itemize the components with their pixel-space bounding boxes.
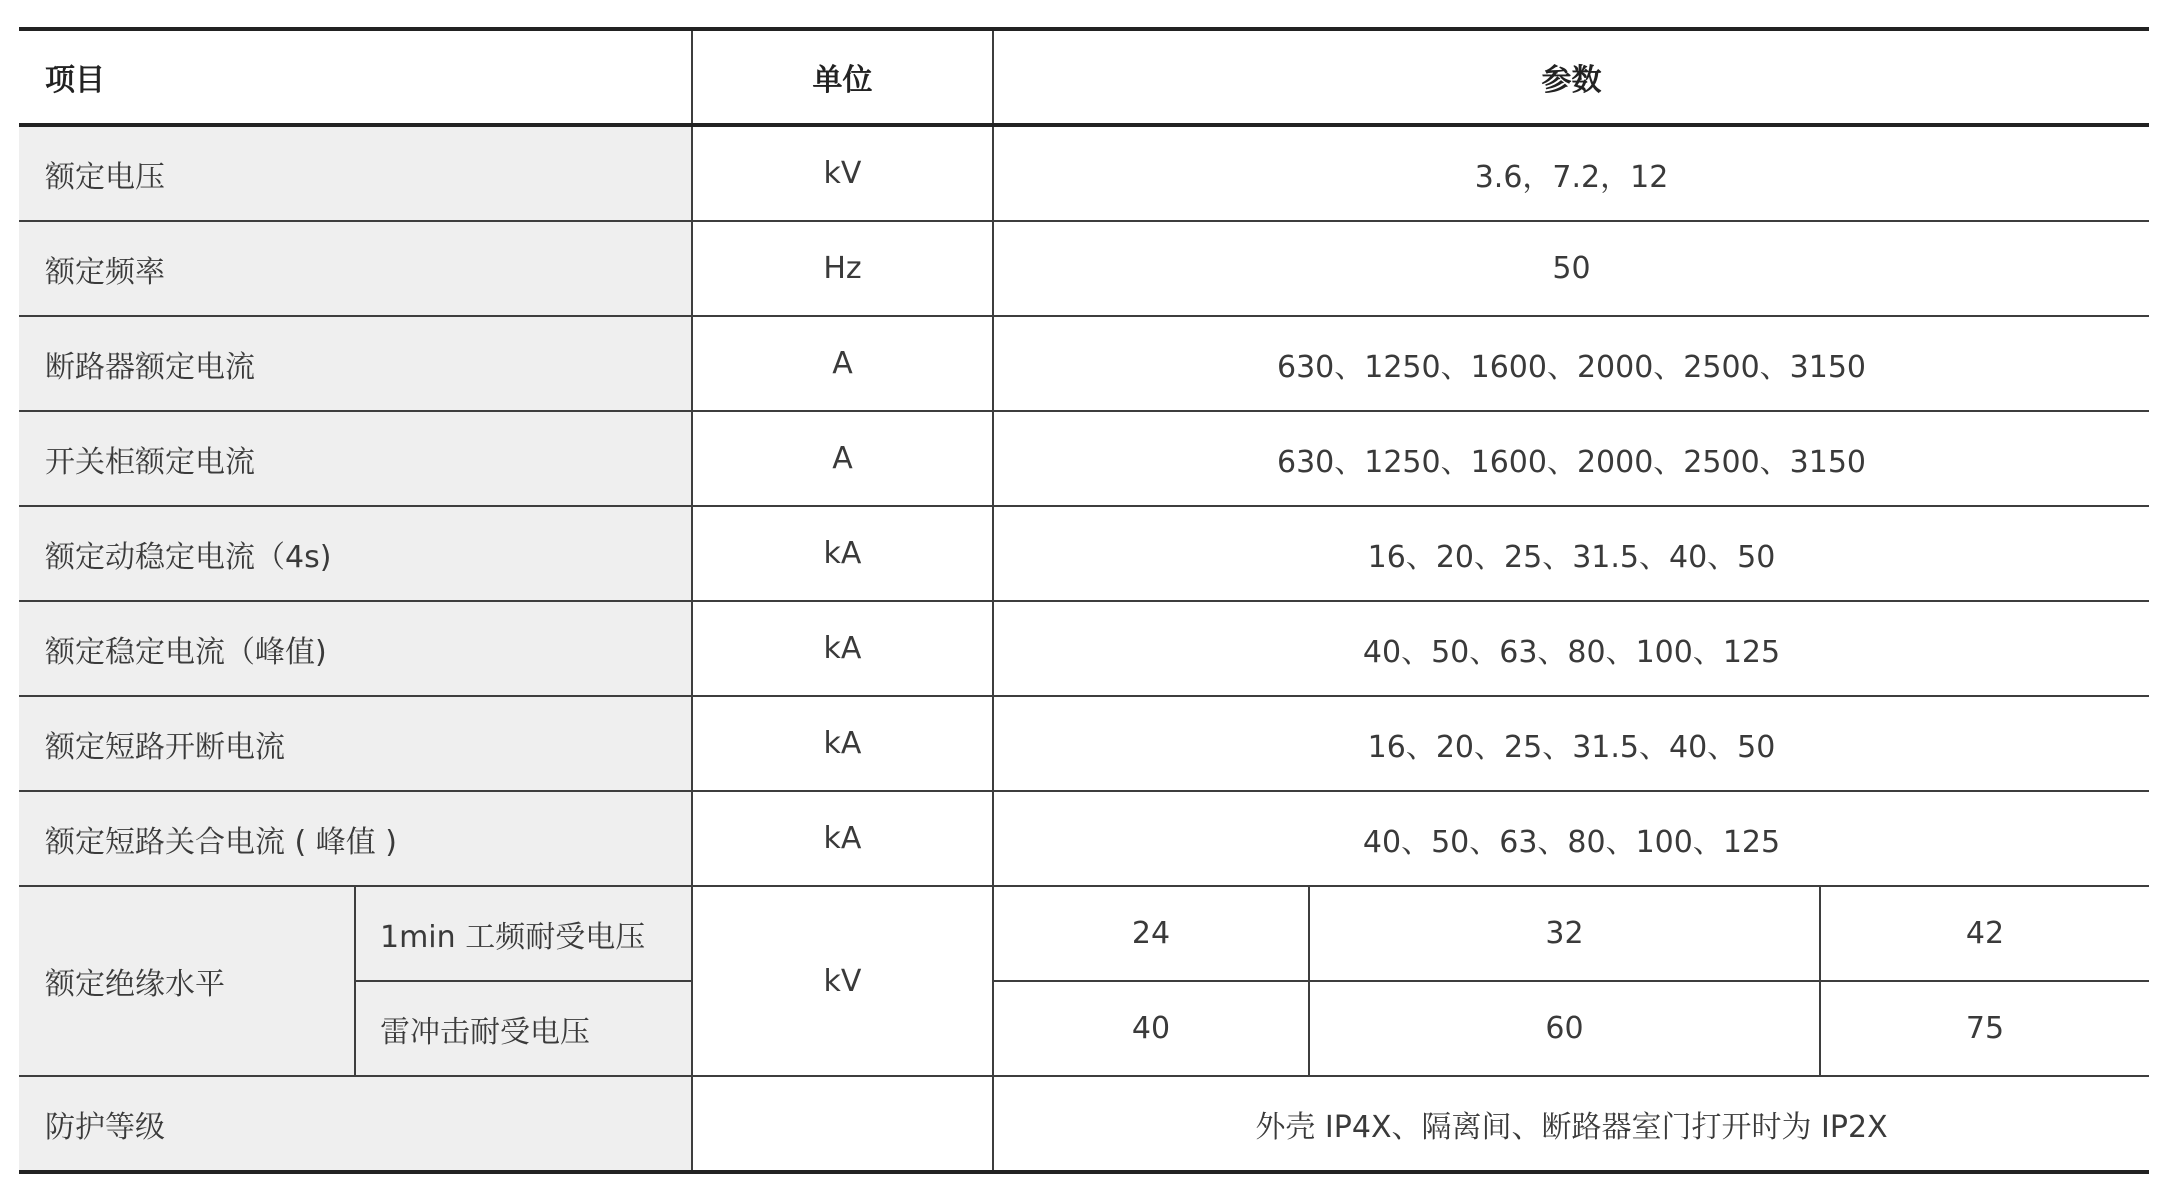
row-item-label: 额定短路关合电流 ( 峰值 ) (19, 791, 692, 886)
row-unit: kA (692, 506, 993, 601)
insulation-value: 24 (993, 886, 1309, 981)
table-row (19, 791, 2149, 886)
row-value: 50 (993, 221, 2149, 316)
header-unit: 单位 (692, 29, 993, 125)
header-params: 参数 (993, 29, 2149, 125)
insulation-value: 75 (1820, 981, 2149, 1076)
row-unit: kA (692, 601, 993, 696)
row-item-label: 额定短路开断电流 (19, 696, 692, 791)
insulation-value: 60 (1309, 981, 1820, 1076)
table-header-row (19, 29, 2149, 125)
row-unit: A (692, 411, 993, 506)
insulation-value: 32 (1309, 886, 1820, 981)
table-row (19, 696, 2149, 791)
row-item-label: 额定动稳定电流（4s) (19, 506, 692, 601)
row-value: 16、20、25、31.5、40、50 (993, 696, 2149, 791)
table-row-insulation (19, 886, 2149, 981)
insulation-unit: kV (692, 886, 993, 1076)
row-value: 16、20、25、31.5、40、50 (993, 506, 2149, 601)
protection-unit (692, 1076, 993, 1172)
insulation-sub-label: 1min 工频耐受电压 (355, 886, 692, 981)
table-row-protection (19, 1076, 2149, 1172)
row-item-label: 额定频率 (19, 221, 692, 316)
row-item-label: 开关柜额定电流 (19, 411, 692, 506)
table-row (19, 221, 2149, 316)
row-unit: kV (692, 125, 993, 221)
protection-item-label: 防护等级 (19, 1076, 692, 1172)
row-value: 40、50、63、80、100、125 (993, 791, 2149, 886)
row-value: 3.6，7.2，12 (993, 125, 2149, 221)
row-item-label: 额定电压 (19, 125, 692, 221)
spec-table (19, 27, 2149, 1174)
insulation-item-label: 额定绝缘水平 (19, 886, 355, 1076)
row-value: 40、50、63、80、100、125 (993, 601, 2149, 696)
row-item-label: 额定稳定电流（峰值) (19, 601, 692, 696)
insulation-value: 42 (1820, 886, 2149, 981)
table-row (19, 125, 2149, 221)
row-unit: Hz (692, 221, 993, 316)
table-row (19, 506, 2149, 601)
header-item: 项目 (19, 29, 692, 125)
table-row (19, 411, 2149, 506)
row-unit: kA (692, 791, 993, 886)
row-unit: kA (692, 696, 993, 791)
row-value: 630、1250、1600、2000、2500、3150 (993, 316, 2149, 411)
protection-value: 外壳 IP4X、隔离间、断路器室门打开时为 IP2X (993, 1076, 2149, 1172)
insulation-value: 40 (993, 981, 1309, 1076)
row-item-label: 断路器额定电流 (19, 316, 692, 411)
table-row (19, 316, 2149, 411)
table-row (19, 601, 2149, 696)
row-unit: A (692, 316, 993, 411)
row-value: 630、1250、1600、2000、2500、3150 (993, 411, 2149, 506)
insulation-sub-label: 雷冲击耐受电压 (355, 981, 692, 1076)
